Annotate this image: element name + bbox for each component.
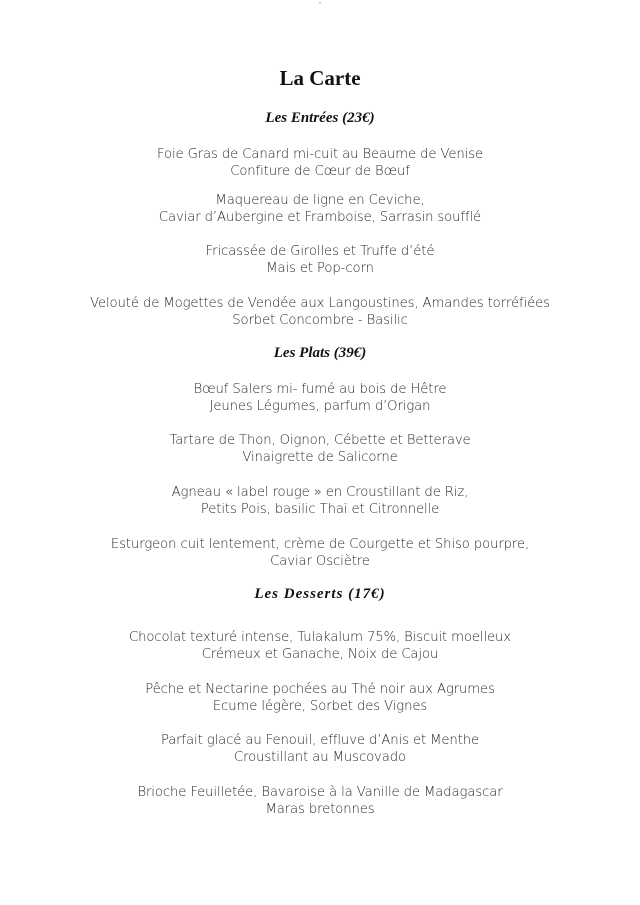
dish-line-1: Parfait glacé au Fenouil, effluve d’Anis et Menthe	[160, 733, 480, 748]
dish-dessert-3	[0, 732, 640, 766]
dish-dessert-2	[0, 681, 640, 715]
dish-line-2: Jeunes Légumes, parfum d’Origan	[209, 399, 431, 414]
section-heading-plats: Les Plats (39€)	[273, 345, 367, 361]
dish-dessert-4	[0, 784, 640, 818]
dish-plat-4	[0, 536, 640, 570]
dish-entree-1	[0, 146, 640, 180]
dish-dessert-1	[0, 629, 640, 663]
dish-line-2: Maras bretonnes	[265, 802, 375, 817]
dish-line-1: Esturgeon cuit lentement, crème de Courgette et Shiso pourpre,	[110, 537, 530, 552]
dish-line-2: Sorbet Concombre - Basilic	[232, 313, 408, 328]
dish-entree-2	[0, 192, 640, 226]
dish-entree-4	[0, 295, 640, 329]
dish-line-2: Petits Pois, basilic Thaï et Citronnelle	[200, 502, 440, 517]
dish-line-2: Croustillant au Muscovado	[234, 750, 406, 765]
dish-line-1: Tartare de Thon, Oignon, Cébette et Betterave	[169, 433, 471, 448]
dish-line-2: Crémeux et Ganache, Noix de Cajou	[201, 647, 439, 662]
dish-line-1: Brioche Feuilletée, Bavaroise à la Vanille de Madagascar	[137, 785, 503, 800]
dish-line-1: Maquereau de ligne en Ceviche,	[215, 193, 425, 208]
section-heading-desserts: Les Desserts (17€)	[254, 586, 386, 602]
dish-line-1: Agneau « label rouge » en Croustillant de Riz,	[171, 485, 469, 500]
dish-plat-1	[0, 381, 640, 415]
dish-entree-3	[0, 243, 640, 277]
dish-plat-3	[0, 484, 640, 518]
dish-line-1: Velouté de Mogettes de Vendée aux Langoustines, Amandes torréfiées	[90, 296, 550, 311]
section-heading-entrees: Les Entrées (23€)	[265, 110, 375, 126]
dish-line-2: Confiture de Cœur de Bœuf	[230, 164, 410, 179]
dish-line-2: Caviar Osciètre	[270, 554, 370, 569]
top-mark: ¨	[318, 2, 322, 10]
page-title: La Carte	[279, 66, 361, 90]
dish-line-2: Ecume légère, Sorbet des Vignes	[212, 699, 428, 714]
dish-line-1: Bœuf Salers mi- fumé au bois de Hêtre	[193, 382, 447, 397]
dish-line-1: Chocolat texturé intense, Tulakalum 75%, Biscuit moelleux	[128, 630, 512, 645]
dish-line-1: Foie Gras de Canard mi-cuit au Beaume de Venise	[156, 147, 484, 162]
dish-line-2: Caviar d’Aubergine et Framboise, Sarrasin soufflé	[158, 210, 482, 225]
dish-line-1: Fricassée de Girolles et Truffe d’été	[205, 244, 435, 259]
dish-line-2: Mais et Pop-corn	[266, 261, 374, 276]
dish-plat-2	[0, 432, 640, 466]
dish-line-2: Vinaigrette de Salicorne	[242, 450, 398, 465]
dish-line-1: Pêche et Nectarine pochées au Thé noir aux Agrumes	[145, 682, 495, 697]
